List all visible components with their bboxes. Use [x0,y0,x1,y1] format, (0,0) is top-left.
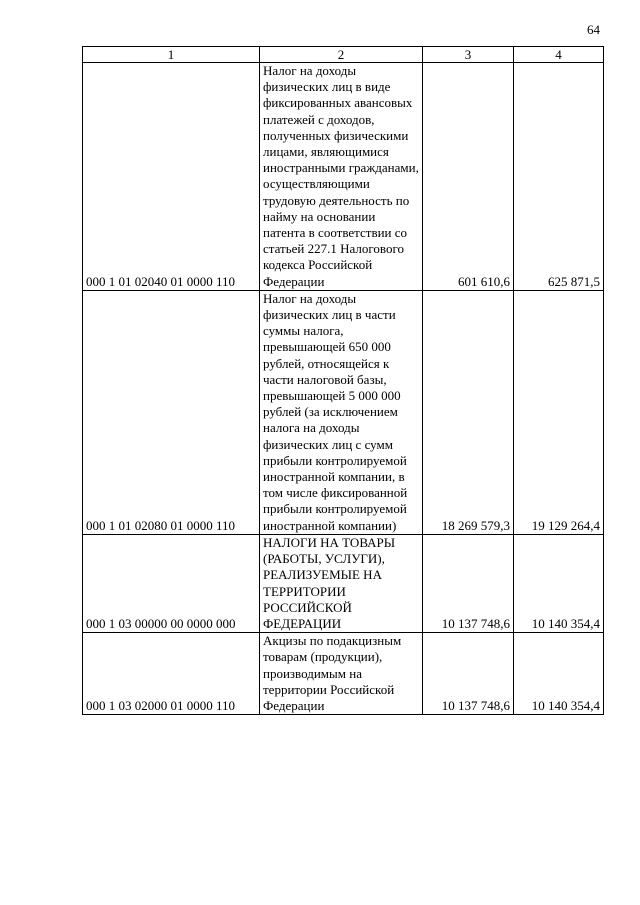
value-column-3: 601 610,6 [423,63,514,291]
value-column-3: 18 269 579,3 [423,290,514,534]
value-column-4: 19 129 264,4 [514,290,604,534]
column-header-4: 4 [514,47,604,63]
income-name: Налог на доходы физических лиц в части суммы налога, превышающей 650 000 рублей, относящейся к части налоговой базы, превышающей 5 000 000 рублей (за исключением налога на доходы физических лиц с сумм прибыли контролируемой иностранной компании, в том числе фиксированной прибыли контролируемой иностранной компании) [260,290,423,534]
value-column-3: 10 137 748,6 [423,633,514,715]
value-column-4: 10 140 354,4 [514,633,604,715]
budget-code: 000 1 01 02040 01 0000 110 [83,63,260,291]
column-header-2: 2 [260,47,423,63]
value-column-3: 10 137 748,6 [423,534,514,632]
page-number: 64 [587,22,600,37]
budget-code: 000 1 01 02080 01 0000 110 [83,290,260,534]
budget-code: 000 1 03 02000 01 0000 110 [83,633,260,715]
income-name: НАЛОГИ НА ТОВАРЫ (РАБОТЫ, УСЛУГИ), РЕАЛИЗУЕМЫЕ НА ТЕРРИТОРИИ РОССИЙСКОЙ ФЕДЕРАЦИИ [260,534,423,632]
value-column-4: 625 871,5 [514,63,604,291]
table-row [83,63,604,291]
table-row [83,633,604,715]
budget-code: 000 1 03 00000 00 0000 000 [83,534,260,632]
table-row [83,534,604,632]
column-header-1: 1 [83,47,260,63]
table-header-row [83,47,604,63]
table-row [83,290,604,534]
budget-table [82,46,604,715]
income-name: Акцизы по подакцизным товарам (продукции), производимым на территории Российской Федерации [260,633,423,715]
income-name: Налог на доходы физических лиц в виде фиксированных авансовых платежей с доходов, полученных физическими лицами, являющимися иностранными гражданами, осуществляющими трудовую деятельность по найму на основании патента в соответствии со статьей 227.1 Налогового кодекса Российской Федерации [260,63,423,291]
value-column-4: 10 140 354,4 [514,534,604,632]
column-header-3: 3 [423,47,514,63]
